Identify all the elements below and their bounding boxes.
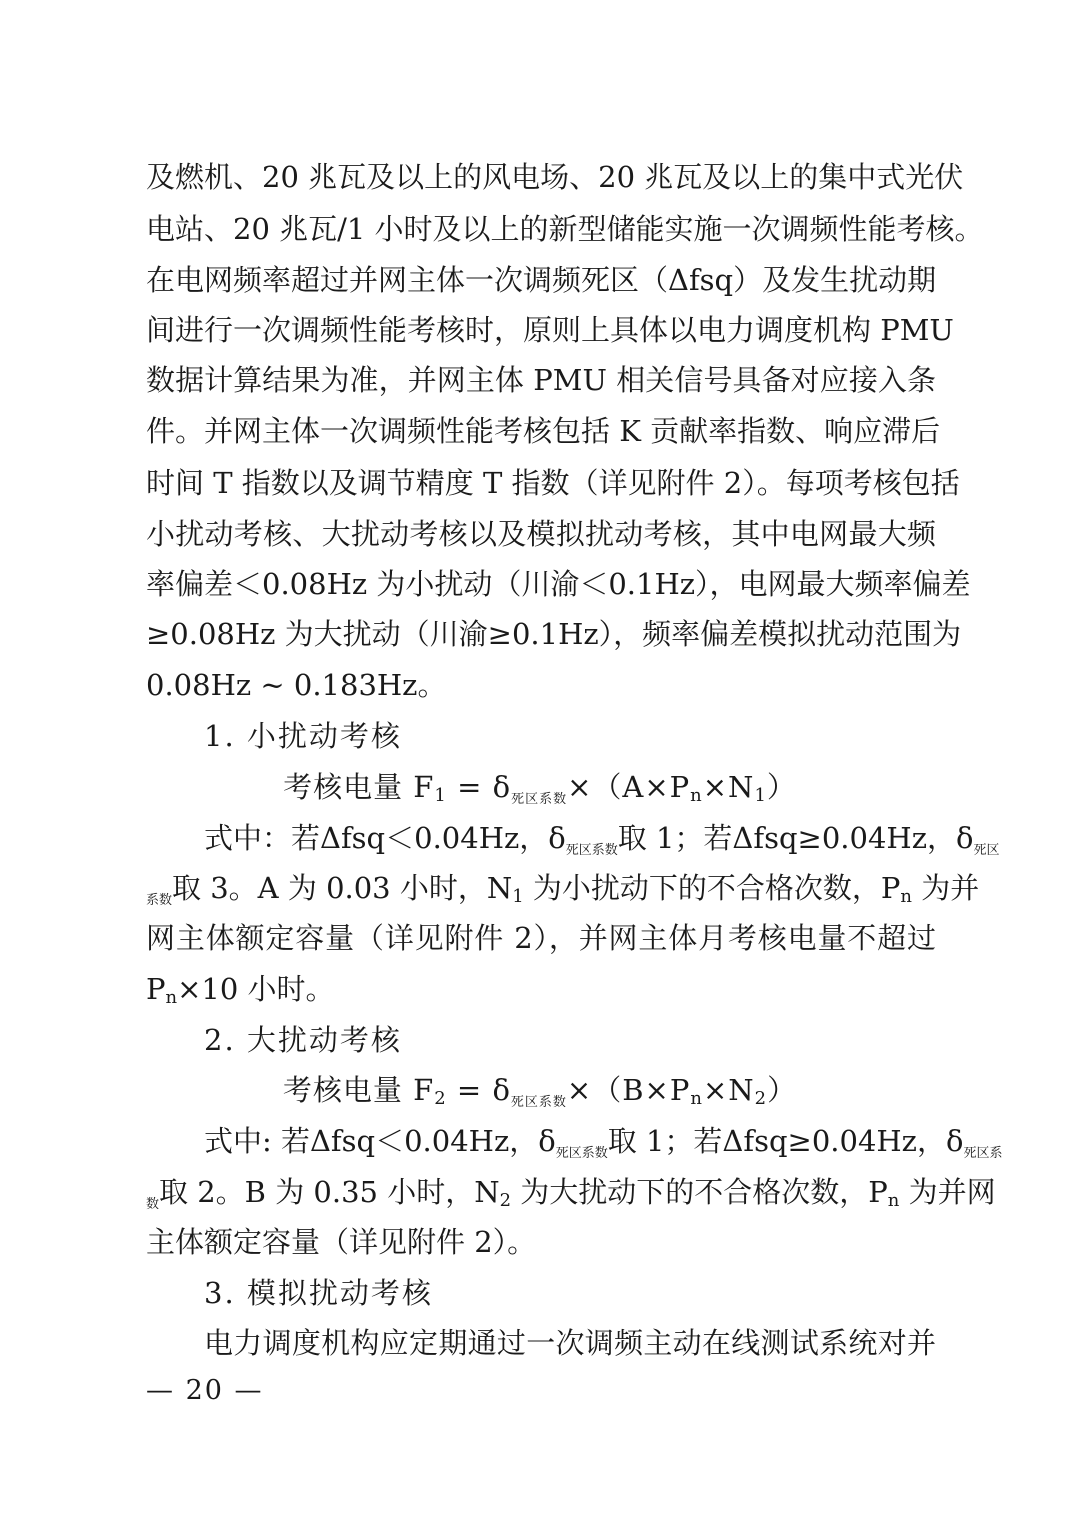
page-number: — 20 — <box>146 1375 264 1406</box>
text-line: $_{系数}$取 3。A 为 0.03 小时，$N_1$ 为小扰动下的不合格次数，$P_n$ 为并 <box>146 871 980 908</box>
text-line: 率偏差＜0.08Hz 为小扰动（川渝＜0.1Hz），电网最大频率偏差 <box>146 567 971 601</box>
text-line: 式中：若Δfsq＜0.04Hz，$\delta_{死区系数}$取 1；若Δfsq≥0.04Hz，$\delta_{死区}$ <box>204 821 1000 858</box>
text-line: ≥0.08Hz 为大扰动（川渝≥0.1Hz），频率偏差模拟扰动范围为 <box>146 617 962 651</box>
text-line: 网主体额定容量（详见附件 2），并网主体月考核电量不超过 <box>146 921 936 955</box>
text-line: 小扰动考核、大扰动考核以及模拟扰动考核，其中电网最大频 <box>146 517 936 551</box>
text-line: $P_n\times 10$ 小时。 <box>146 972 335 1008</box>
text-line: 时间 T 指数以及调节精度 T 指数（详见附件 2）。每项考核包括 <box>146 466 960 500</box>
text-line: 电站、20 兆瓦/1 小时及以上的新型储能实施一次调频性能考核。 <box>146 212 984 246</box>
text-line: 式中: 若Δfsq＜0.04Hz，$\delta_{死区系数}$取 1；若Δfsq≥0.04Hz，$\delta_{死区系}$ <box>204 1124 1003 1161</box>
text-line: 电力调度机构应定期通过一次调频主动在线测试系统对并 <box>204 1326 936 1360</box>
formula-small-disturbance: 考核电量 $F_1 = \delta_{死区系数}\times(A\times P_n\times N_1)$ <box>283 770 797 807</box>
text-line: 件。并网主体一次调频性能考核包括 K 贡献率指数、响应滞后 <box>146 414 941 448</box>
formula-large-disturbance: 考核电量 $F_2 = \delta_{死区系数}\times(B\times P_n\times N_2)$ <box>282 1073 798 1110</box>
section-heading-small-disturbance: 1. 小扰动考核 <box>204 719 402 753</box>
text-line: 0.08Hz ~ 0.183Hz。 <box>146 668 447 702</box>
section-heading-large-disturbance: 2. 大扰动考核 <box>204 1023 402 1057</box>
text-line: 及燃机、20 兆瓦及以上的风电场、20 兆瓦及以上的集中式光伏 <box>146 160 964 194</box>
section-heading-simulated-disturbance: 3. 模拟扰动考核 <box>204 1276 433 1310</box>
text-line: 主体额定容量（详见附件 2）。 <box>146 1225 537 1259</box>
text-line: 在电网频率超过并网主体一次调频死区（Δfsq）及发生扰动期 <box>146 263 937 297</box>
text-line: $_数$取 2。B 为 0.35 小时，$N_2$ 为大扰动下的不合格次数，$P_n$ 为并网 <box>146 1175 996 1212</box>
text-line: 数据计算结果为准，并网主体 PMU 相关信号具备对应接入条 <box>146 363 936 397</box>
text-line: 间进行一次调频性能考核时，原则上具体以电力调度机构 PMU <box>146 313 954 347</box>
